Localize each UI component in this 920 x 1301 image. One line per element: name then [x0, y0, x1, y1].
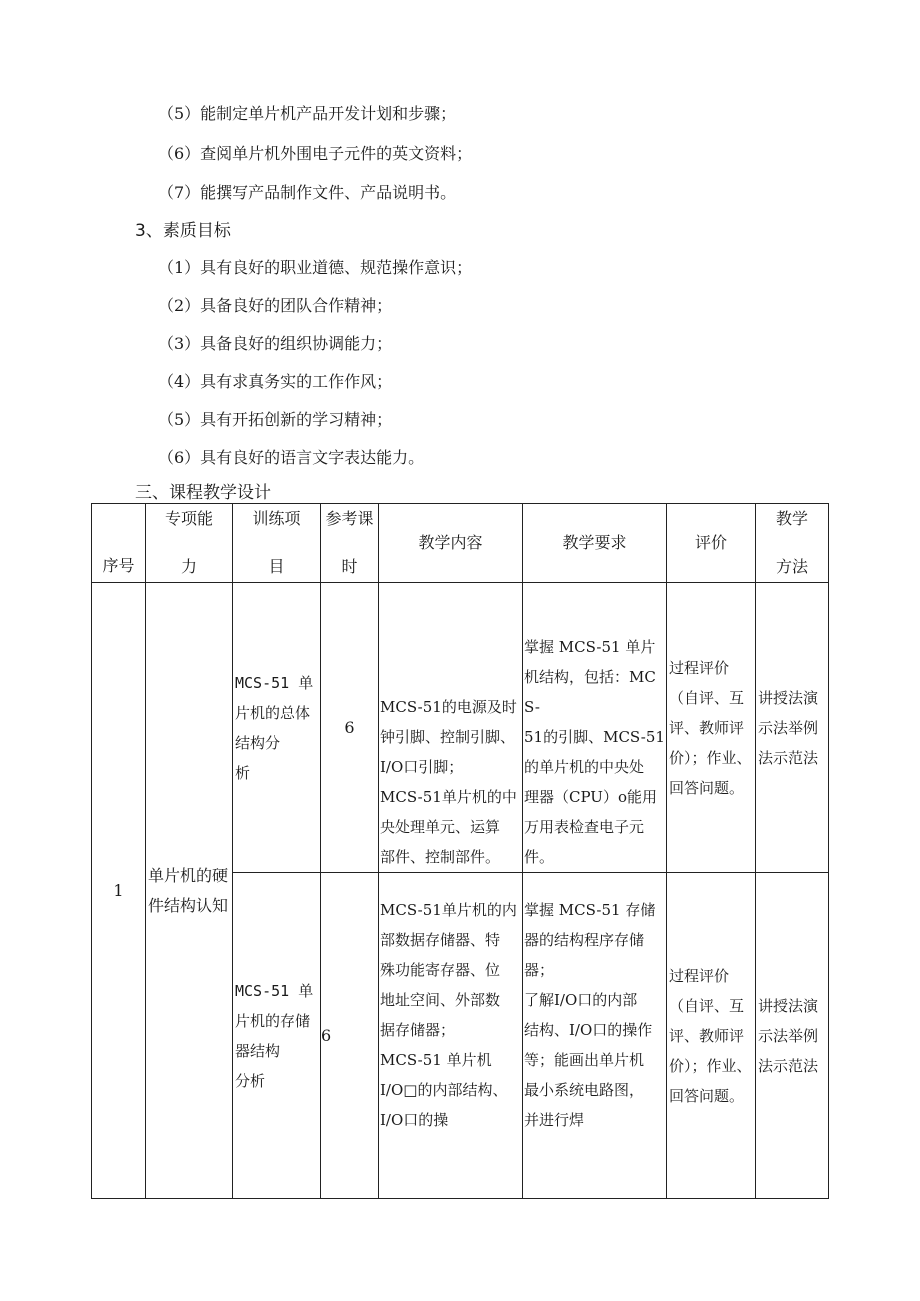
- cell-skill: 单片机的硬件结构认知: [146, 583, 233, 1199]
- cell-evaluation: 过程评价 （自评、互 评、教师评 价）；作业、 回答问题。: [667, 583, 756, 873]
- dev-objective-6: （6）查阅单片机外围电子元件的英文资料；: [158, 144, 473, 163]
- cell-method: 讲授法演 示法举例 法示范法: [756, 873, 829, 1199]
- header-content: 教学内容: [379, 504, 523, 583]
- section-title: 三、课程教学设计: [135, 483, 271, 503]
- cell-no: 1: [92, 583, 146, 1199]
- header-method: 教学 方法: [756, 504, 829, 583]
- quality-item-2: （2）具备良好的团队合作精神；: [158, 296, 393, 315]
- quality-item-3: （3）具备良好的组织协调能力；: [158, 334, 393, 353]
- header-evaluation: 评价: [667, 504, 756, 583]
- dev-objective-5: （5）能制定单片机产品开发计划和步骤；: [158, 104, 457, 123]
- quality-item-4: （4）具有求真务实的工作作风；: [158, 372, 393, 391]
- cell-content: MCS-51单片机的内 部数据存储器、特 殊功能寄存器、位 地址空间、外部数 据存储器； MCS-51 单片机 I/O□的内部结构、 I/O口的操: [379, 873, 523, 1199]
- quality-item-1: （1）具有良好的职业道德、规范操作意识；: [158, 258, 473, 277]
- cell-item: MCS-51 单 片机的存储 器结构 分析: [233, 873, 321, 1199]
- table-row: [92, 583, 829, 873]
- cell-hours: 6: [321, 583, 379, 873]
- cell-content: MCS-51的电源及时 钟引脚、控制引脚、 I/O口引脚； MCS-51单片机的中 央处理单元、运算 部件、控制部件。: [379, 583, 523, 873]
- header-requirement: 教学要求: [523, 504, 667, 583]
- header-skill: 专项能 力: [146, 504, 233, 583]
- course-design-table: [91, 503, 829, 1199]
- header-hours: 参考课 时: [321, 504, 379, 583]
- quality-item-5: （5）具有开拓创新的学习精神；: [158, 410, 393, 429]
- cell-item: MCS-51 单 片机的总体 结构分 析: [233, 583, 321, 873]
- quality-heading: 3、素质目标: [135, 221, 231, 241]
- cell-method: 讲授法演 示法举例 法示范法: [756, 583, 829, 873]
- cell-requirement: 掌握 MCS-51 单片 机结构，包括：MCS- 51的引脚、MCS-51 的单片机的中央处 理器（CPU）o能用 万用表检查电子元 件。: [523, 583, 667, 873]
- header-item: 训练项 目: [233, 504, 321, 583]
- quality-item-6: （6）具有良好的语言文字表达能力。: [158, 448, 425, 467]
- header-no: 序号: [92, 504, 146, 583]
- cell-requirement: 掌握 MCS-51 存储 器的结构程序存储 器； 了解I/O口的内部 结构、I/O口的操作 等；能画出单片机 最小系统电路图， 并进行焊: [523, 873, 667, 1199]
- dev-objective-7: （7）能撰写产品制作文件、产品说明书。: [158, 183, 457, 202]
- table-header-row: [92, 504, 829, 583]
- cell-hours: 6: [321, 873, 379, 1199]
- cell-evaluation: 过程评价 （自评、互 评、教师评 价）；作业、 回答问题。: [667, 873, 756, 1199]
